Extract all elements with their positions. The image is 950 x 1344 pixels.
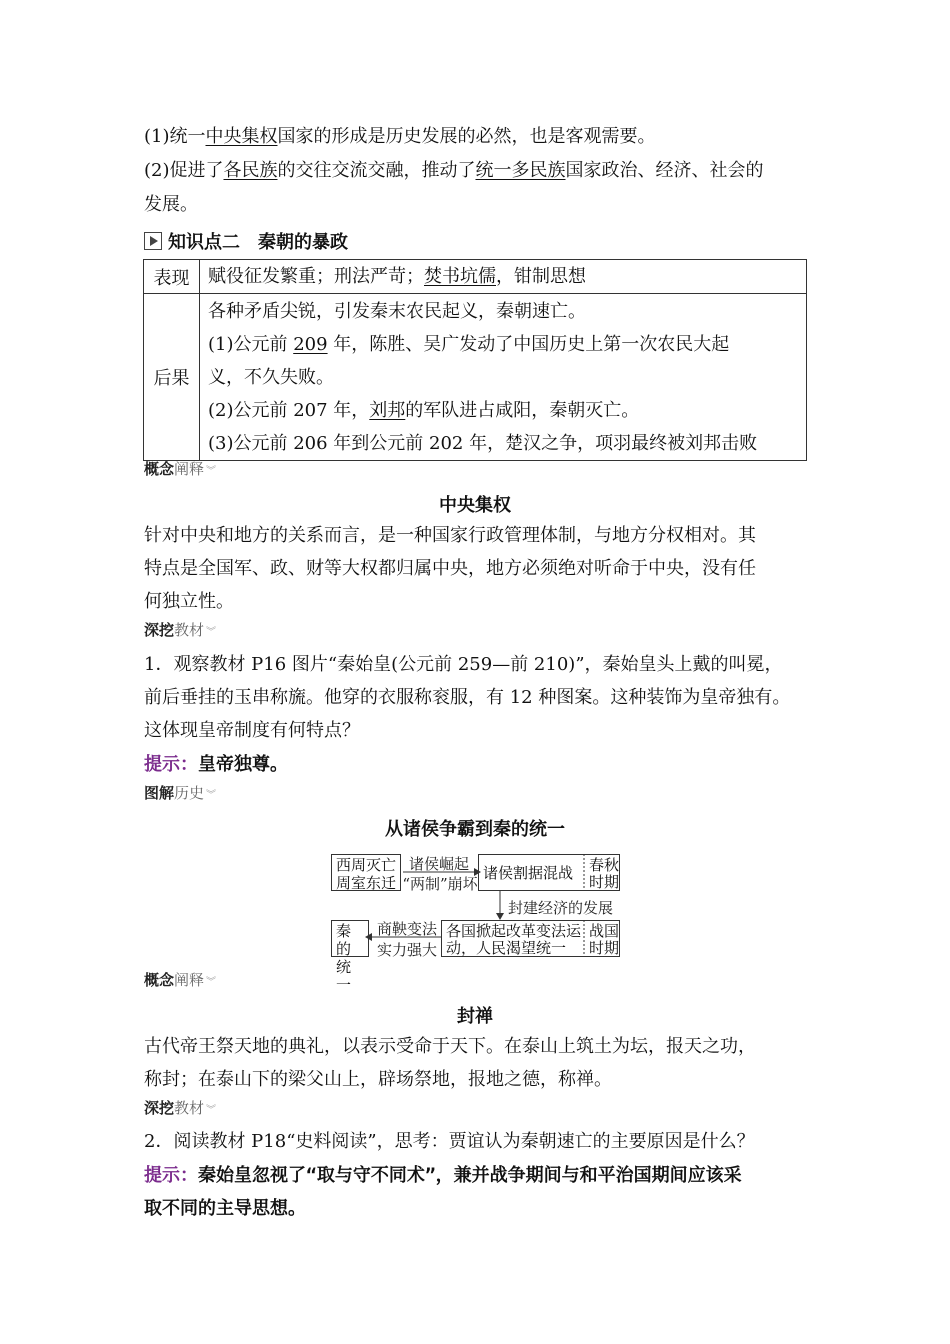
- question-line: 2．阅读教材 P18“史料阅读”，思考：贾谊认为秦朝速亡的主要原因是什么？: [144, 1131, 755, 1152]
- row-label: 后果: [144, 294, 200, 461]
- box-qin-unification: 秦的 统一: [331, 920, 369, 957]
- row-label: 表现: [144, 260, 200, 294]
- section-tag: 深挖教材 ︾: [144, 621, 217, 639]
- intro-line-2: (2)促进了各民族的交往交流交融，推动了统一多民族国家政治、经济、社会的: [144, 160, 764, 181]
- intro-line-1: (1)统一中央集权国家的形成是历史发展的必然，也是客观需要。: [144, 126, 656, 147]
- question-line: 前后垂挂的玉串称旒。他穿的衣服称衮服，有 12 种图案。这种装饰为皇帝独有。: [144, 687, 791, 708]
- hint-line: 提示：皇帝独尊。: [144, 754, 288, 775]
- section-tag: 概念阐释 ︾: [144, 460, 217, 478]
- paragraph-line: 古代帝王祭天地的典礼，以表示受命于天下。在泰山上筑土为坛，报天之功，: [144, 1036, 756, 1057]
- row-content: 赋役征发繁重；刑法严苛；焚书坑儒，钳制思想: [200, 260, 807, 294]
- arrow-label: 商鞅变法: [376, 920, 437, 938]
- underlined-term: 209: [293, 333, 328, 355]
- question-line: 1．观察教材 P16 图片“秦始皇(公元前 259—前 210)”，秦始皇头上戴的叫冕，: [144, 654, 783, 675]
- row-content: 各种矛盾尖锐，引发秦末农民起义，秦朝速亡。 (1)公元前 209 年，陈胜、吴广发动了中国历史上第一次农民大起 义，不久失败。 (2)公元前 207 年，刘邦的军队进占咸阳，秦朝灭亡。 (3)公元前 206 年到公元前 202 年，楚汉之争，项羽最终被刘邦击败: [200, 294, 807, 461]
- underlined-term: 统一多民族: [475, 160, 566, 181]
- concept-title: 封禅: [457, 1006, 493, 1027]
- underlined-term: 焚书坑儒: [424, 266, 496, 287]
- paragraph-line: 针对中央和地方的关系而言，是一种国家行政管理体制，与地方分权相对。其: [144, 525, 756, 546]
- section-tag: 深挖教材 ︾: [144, 1099, 217, 1117]
- paragraph-line: 何独立性。: [144, 591, 234, 612]
- underlined-term: 刘邦: [369, 399, 406, 421]
- hint-label: 提示：: [144, 754, 198, 775]
- section-tag: 图解历史 ︾: [144, 784, 217, 802]
- hint-label: 提示：: [144, 1165, 198, 1186]
- paragraph-line: 特点是全国军、政、财等大权都归属中央，地方必须绝对听命于中央，没有任: [144, 558, 756, 579]
- box-western-zhou: 西周灭亡 周室东迁: [331, 854, 401, 891]
- arrow-label: 诸侯崛起: [408, 855, 469, 873]
- arrow-label: 封建经济的发展: [508, 899, 614, 917]
- hint-line: 取不同的主导思想。: [144, 1198, 306, 1219]
- section-heading: 知识点二 秦朝的暴政: [144, 228, 348, 254]
- diagram-title: 从诸侯争霸到秦的统一: [385, 819, 565, 840]
- underlined-term: 各民族: [223, 160, 278, 181]
- intro-line-3: 发展。: [144, 194, 198, 215]
- concept-title: 中央集权: [439, 495, 511, 516]
- arrow-label: “两制”崩坏: [402, 875, 478, 893]
- question-line: 这体现皇帝制度有何特点？: [144, 720, 360, 741]
- chevron-down-icon: ︾: [206, 790, 217, 801]
- box-spring-autumn: 诸侯割据混战 春秋 时期: [478, 854, 620, 891]
- box-warring-states: 各国掀起改革变法运 动，人民渴望统一 战国 时期: [441, 920, 620, 957]
- chevron-down-icon: ︾: [206, 466, 217, 477]
- paragraph-line: 称封；在泰山下的梁父山上，辟场祭地，报地之德，称禅。: [144, 1069, 612, 1090]
- arrow-head: [496, 913, 504, 920]
- underlined-term: 中央集权: [205, 126, 278, 147]
- section-tag: 概念阐释 ︾: [144, 971, 217, 989]
- chevron-down-icon: ︾: [206, 977, 217, 988]
- chevron-down-icon: ︾: [206, 1105, 217, 1116]
- hint-line: 提示：秦始皇忽视了“取与守不同术”，兼并战争期间与和平治国期间应该采: [144, 1165, 742, 1186]
- arrow-label: 实力强大: [376, 941, 437, 959]
- chevron-down-icon: ︾: [206, 627, 217, 638]
